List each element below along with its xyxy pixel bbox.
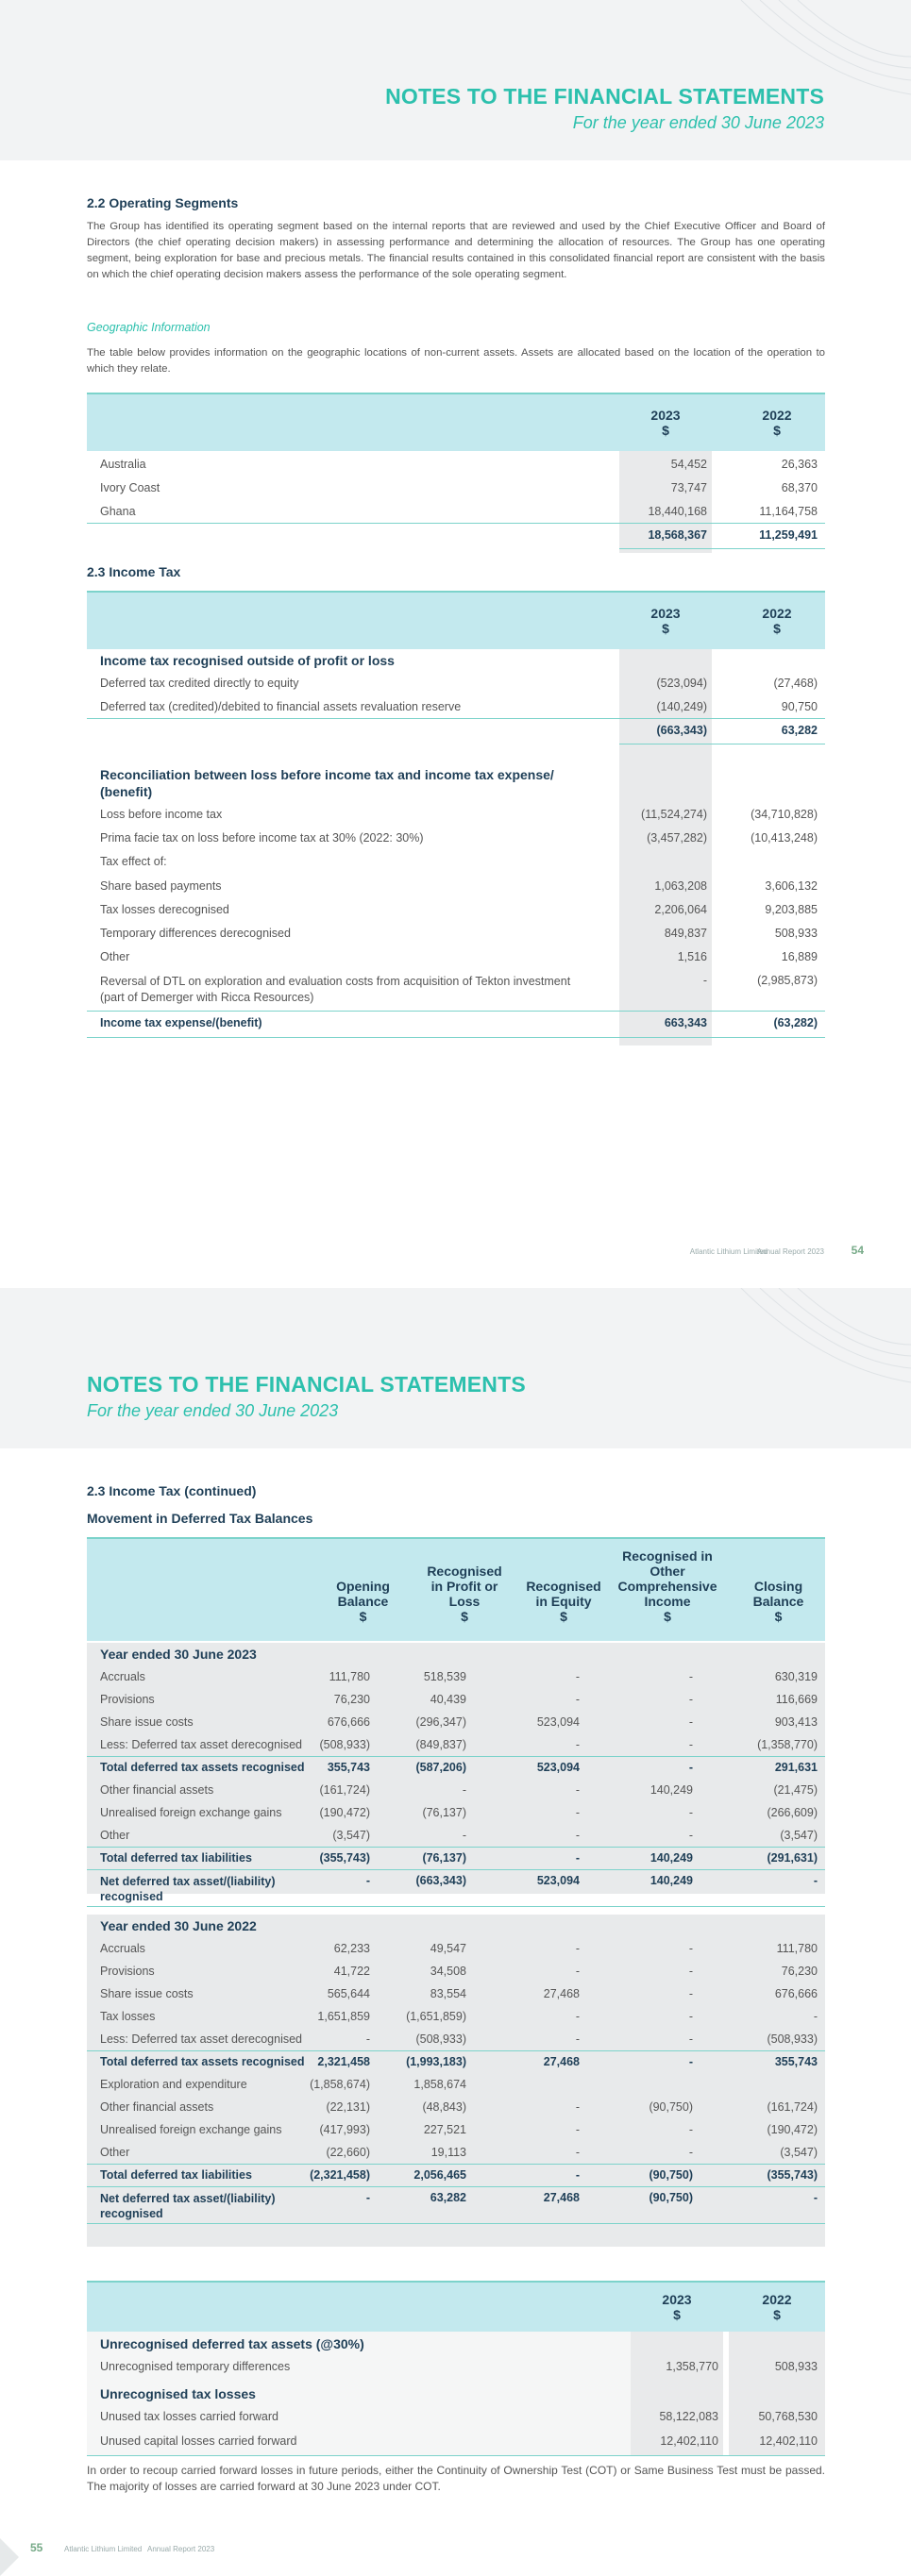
table-row: Provisions 76,230 40,439 - - 116,669: [100, 1693, 818, 1706]
deferred-tax-movement-table: Opening Balance $ Recognised in Profit or Loss $ Recognised in Equity $ Recognised in Other Comprehensive Income $ Closing Balance $ Year ended 30 June 2023 Accruals 111,780 518,539 - - 630,319 Provisions 76,230 40,439 - - 116,669 Share issue costs 676,666 (296,347) 523,094 - 903,413 Less: Deferred tax asset derecognised (508,933) (849,837) - - (1,358,770) Total deferred tax assets recognised 355,743 (587,206) 523,094 - 291,631 Other financial assets (161,724) - - 140,249 (21,475) Unrealised foreign exchange gains (190,472) (76,137) - - (266,609) Other (3,547) - - - (3,547) Total deferred tax liabilities (355,743) (76,137) - 140,249 (291,631) Net deferred tax asset/(liability) recognised - (663,343) 523,094 140,249 - Year ended 30 June 2022 Accruals 62,233 49,547 - - 111,780 Provisions 41,722 34,508 - - 76,230 Share issue costs 565,644 83,554 27,468 - 676,666 Tax losses 1,651,859 (1,651,859) - - - Less: Deferred tax asset derecognised - (508,933) - - (508,933) Total deferred tax assets recognised 2,321,458 (1,993,183) 27,468 - 355,743 Exploration and expenditure (1,858,674) 1,858,674 Other financial assets (22,131) (48,843) - (90,750) (161,724) Unrealised foreign exchange gains (417,993) 227,521 - - (190,472) Other (22,660) 19,113 - - (3,547) Total deferred tax liabilities (2,321,458) 2,056,465 - (90,750) (355,743) Net deferred tax asset/(liability) recognised - 63,282 27,468 (90,750) -: [87, 1537, 825, 2247]
table-row: Other (3,547) - - - (3,547): [100, 1829, 818, 1842]
col-currency: $: [773, 2307, 781, 2322]
page-tab-marker: [0, 2538, 21, 2576]
table-row: Temporary differences derecognised 849,837 508,933: [100, 927, 818, 940]
table-row: Accruals 62,233 49,547 - - 111,780: [100, 1942, 818, 1955]
table-row: Other financial assets (22,131) (48,843) - (90,750) (161,724): [100, 2100, 818, 2114]
col-other-comprehensive-income: Recognised in: [622, 1548, 713, 1564]
table-row: Other (22,660) 19,113 - - (3,547): [100, 2146, 818, 2159]
table-row: Unrecognised temporary differences 1,358,770 508,933: [100, 2360, 818, 2373]
footer-report: Annual Report 2023: [147, 2545, 215, 2553]
col-currency: $: [673, 2307, 681, 2322]
page-subtitle: For the year ended 30 June 2023: [572, 113, 824, 132]
total-row: Total deferred tax liabilities (355,743) (76,137) - 140,249 (291,631): [100, 1851, 818, 1865]
table-row: Accruals 111,780 518,539 - - 630,319: [100, 1670, 818, 1683]
table-row: Tax losses derecognised 2,206,064 9,203,885: [100, 903, 818, 916]
operating-segments-paragraph: The Group has identified its operating segment based on the internal reports that are reviewed and used by the Chief Executive Officer and Board of Directors (the chief operating decision makers) in assessing performance and determining the allocation of resources. The Group has one operating segment, being exploration for base and precious metals. The financial results contained in this consolidated financial report are consistent with the basis on which the chief operating decision makers assess the performance of the sole operating segment.: [87, 221, 825, 280]
section-label: Reconciliation between loss before income tax and income tax expense/ (benefit): [100, 767, 554, 799]
page-subtitle: For the year ended 30 June 2023: [87, 1401, 339, 1420]
table-row: Less: Deferred tax asset derecognised - (508,933) - - (508,933): [100, 2032, 818, 2046]
col-currency: $: [662, 621, 669, 636]
total-row: Total deferred tax assets recognised 2,321,458 (1,993,183) 27,468 - 355,743: [100, 2055, 818, 2068]
year-2023-heading: Year ended 30 June 2023: [100, 1647, 257, 1662]
section-label: Unrecognised tax losses: [100, 2386, 256, 2401]
net-deferred-tax-row: Net deferred tax asset/(liability) recognised - (663,343) 523,094 140,249 -: [100, 1874, 818, 1903]
table-row: Other 1,516 16,889: [100, 950, 818, 963]
table-row: Share issue costs 676,666 (296,347) 523,094 - 903,413: [100, 1715, 818, 1729]
table-row: Reversal of DTL on exploration and evaluation costs from acquisition of Tekton investment (part of Demerger with Ricca Resources) - (2,985,873): [100, 974, 818, 1004]
table-row: Tax losses 1,651,859 (1,651,859) - - -: [100, 2010, 818, 2023]
table-row: Exploration and expenditure (1,858,674) 1,858,674: [100, 2078, 466, 2091]
table-row: Australia 54,452 26,363: [100, 458, 818, 471]
footer-report: Annual Report 2023: [756, 1247, 824, 1256]
income-tax-expense-row: Income tax expense/(benefit) 663,343 (63,282): [100, 1016, 818, 1029]
section-label: Income tax recognised outside of profit or loss: [100, 653, 395, 668]
col-currency: $: [662, 423, 669, 438]
carried-forward-note: In order to recoup carried forward losses in future periods, either the Continuity of Ownership Test (COT) or Same Business Test must be passed. The majority of losses are carried forward at 30 June 2023 under COT.: [87, 2464, 825, 2493]
col-year-2023: 2023: [650, 408, 681, 423]
table-row: Tax effect of:: [100, 855, 167, 868]
movement-heading: Movement in Deferred Tax Balances: [87, 1511, 313, 1526]
geographic-assets-table: [87, 393, 825, 553]
page-55: [0, 1288, 911, 2576]
col-year-2022: 2022: [762, 606, 792, 621]
page-number: 54: [851, 1244, 864, 1257]
table-row: Unused capital losses carried forward 12,402,110 12,402,110: [100, 2434, 818, 2448]
col-year-2023: 2023: [662, 2292, 692, 2307]
net-deferred-tax-row: Net deferred tax asset/(liability) recognised - 63,282 27,468 (90,750) -: [100, 2191, 818, 2220]
table-row: Less: Deferred tax asset derecognised (508,933) (849,837) - - (1,358,770): [100, 1738, 818, 1751]
subtotal-row: (663,343) 63,282: [656, 724, 818, 737]
header-decoration: [628, 0, 911, 160]
col-profit-or-loss: Recognised: [427, 1564, 502, 1579]
total-row: 18,568,367 11,259,491: [648, 528, 818, 542]
section-label: Unrecognised deferred tax assets (@30%): [100, 2336, 364, 2351]
col-closing-balance: Closing: [753, 1579, 803, 1594]
col-year-2022: 2022: [762, 408, 792, 423]
geographic-info-heading: Geographic Information: [87, 321, 211, 334]
col-year-2022: 2022: [762, 2292, 792, 2307]
total-row: Total deferred tax liabilities (2,321,458) 2,056,465 - (90,750) (355,743): [100, 2168, 818, 2182]
unrecognised-tax-table: [87, 2281, 825, 2432]
col-currency: $: [773, 423, 781, 438]
footer-company: Atlantic Lithium Limited: [689, 1247, 768, 1256]
table-row: Unrealised foreign exchange gains (417,993) 227,521 - - (190,472): [100, 2123, 818, 2136]
income-tax-table: [87, 591, 825, 1045]
section-heading-income-tax: 2.3 Income Tax: [87, 564, 181, 579]
col-year-2023: 2023: [650, 606, 681, 621]
page-header: [0, 1288, 911, 1448]
section-heading-operating-segments: 2.2 Operating Segments: [87, 195, 239, 210]
table-row: Ghana 18,440,168 11,164,758: [100, 505, 818, 518]
header-decoration: [628, 1288, 911, 1448]
table-row: Deferred tax (credited)/debited to financial assets revaluation reserve (140,249) 90,750: [100, 700, 818, 713]
page-number: 55: [30, 2541, 43, 2554]
table-row: Loss before income tax (11,524,274) (34,710,828): [100, 808, 818, 821]
table-row: Unrealised foreign exchange gains (190,472) (76,137) - - (266,609): [100, 1806, 818, 1819]
table-row: Deferred tax credited directly to equity (523,094) (27,468): [100, 677, 818, 690]
page-title: NOTES TO THE FINANCIAL STATEMENTS: [385, 84, 824, 109]
col-currency: $: [773, 621, 781, 636]
col-equity: Recognised: [526, 1579, 601, 1594]
table-row: Unused tax losses carried forward 58,122,083 50,768,530: [100, 2410, 818, 2423]
page-title: NOTES TO THE FINANCIAL STATEMENTS: [87, 1372, 526, 1397]
col-opening-balance: Opening: [336, 1579, 390, 1594]
section-heading-income-tax-continued: 2.3 Income Tax (continued): [87, 1483, 257, 1498]
geographic-info-paragraph: The table below provides information on the geographic locations of non-current assets. Assets are allocated based on the location of the operation to which they relate.: [87, 347, 825, 375]
year-2022-heading: Year ended 30 June 2022: [100, 1918, 257, 1933]
table-row: Provisions 41,722 34,508 - - 76,230: [100, 1965, 818, 1978]
table-row: Share based payments 1,063,208 3,606,132: [100, 879, 818, 893]
table-row: Ivory Coast 73,747 68,370: [100, 481, 818, 494]
footer-company: Atlantic Lithium Limited: [64, 2545, 143, 2553]
page-header: [0, 0, 911, 160]
table-row: Other financial assets (161,724) - - 140,249 (21,475): [100, 1783, 818, 1797]
table-row: Share issue costs 565,644 83,554 27,468 - 676,666: [100, 1987, 818, 2000]
total-row: Total deferred tax assets recognised 355,743 (587,206) 523,094 - 291,631: [100, 1761, 818, 1774]
table-row: Prima facie tax on loss before income tax at 30% (2022: 30%) (3,457,282) (10,413,248): [100, 831, 818, 845]
